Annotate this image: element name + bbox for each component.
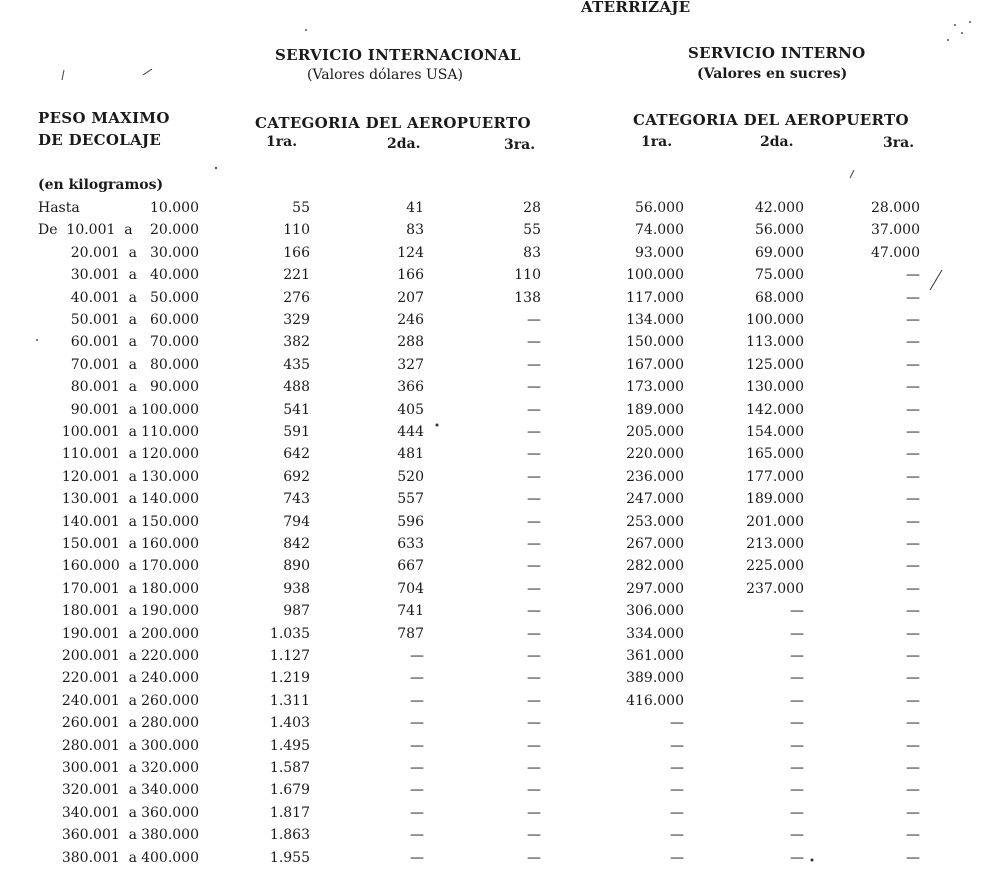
weight-to: 300.000 — [141, 737, 199, 754]
intl-cat3-value: — — [527, 670, 541, 687]
weight-to: 180.000 — [141, 580, 199, 597]
intl-cat3-value: — — [527, 804, 541, 821]
dom-cat1-value: — — [670, 827, 684, 844]
intl-cat1-value: 1.219 — [269, 670, 310, 687]
weight-from: 320.001 a — [61, 782, 137, 799]
intl-cat1-value: 794 — [283, 513, 310, 530]
dom-cat1-value: 334.000 — [626, 625, 684, 642]
dom-cat3-value: — — [906, 401, 920, 418]
dom-cat2-value: 130.000 — [746, 379, 804, 396]
weight-to: 140.000 — [141, 491, 199, 508]
intl-cat1-value: 382 — [283, 334, 310, 351]
dom-cat1-value: 93.000 — [635, 244, 684, 261]
intl-cat2-value: — — [410, 692, 424, 709]
intl-cat1-value: 1.955 — [269, 849, 310, 866]
dom-cat3-value: — — [906, 603, 920, 620]
weight-from: De 10.001 a — [38, 222, 133, 239]
intl-cat1-value: 435 — [283, 356, 310, 373]
intl-cat1-value: 890 — [283, 558, 310, 575]
intl-cat1-value: 1.863 — [269, 827, 310, 844]
dom-cat2-value: — — [790, 737, 804, 754]
intl-cat2-value: 41 — [406, 200, 424, 216]
intl-cat3-value: — — [527, 648, 541, 664]
intl-cat3-value: — — [527, 715, 541, 732]
weight-to: 60.000 — [150, 312, 199, 328]
dom-cat1-label: 1ra. — [641, 134, 673, 150]
intl-cat2-label: 2da. — [387, 136, 421, 152]
weight-to: 100.000 — [141, 401, 199, 418]
dom-cat1-value: 253.000 — [626, 513, 684, 530]
weight-from: 380.001 a — [61, 849, 137, 866]
dom-cat2-value: 165.000 — [746, 446, 804, 463]
international-heading: SERVICIO INTERNACIONAL — [275, 46, 521, 64]
dom-cat1-value: — — [670, 782, 684, 799]
dom-cat1-value: 173.000 — [626, 379, 684, 396]
weight-from: 20.001 a — [70, 244, 137, 261]
dom-cat1-value: 205.000 — [626, 424, 684, 440]
dom-cat2-value: 75.000 — [755, 267, 804, 284]
weight-to: 40.000 — [150, 267, 199, 284]
dom-cat1-value: 117.000 — [626, 289, 684, 306]
dom-cat3-value: — — [906, 760, 920, 776]
weight-to: 110.000 — [141, 424, 199, 440]
intl-cat3-value: 138 — [514, 289, 541, 306]
intl-cat3-value: — — [527, 692, 541, 709]
dom-cat2-value: 225.000 — [746, 558, 804, 575]
intl-cat2-value: — — [410, 715, 424, 732]
dom-cat2-value: 69.000 — [755, 244, 804, 261]
dom-cat3-value: — — [906, 849, 920, 866]
intl-cat2-value: — — [410, 760, 424, 776]
intl-cat1-value: 938 — [283, 580, 310, 597]
weight-from: 340.001 a — [61, 804, 137, 821]
weight-from: 90.001 a — [70, 401, 137, 418]
weight-from: 50.001 a — [70, 312, 137, 328]
intl-cat3-value: — — [527, 603, 541, 620]
dom-cat1-value: 189.000 — [626, 401, 684, 418]
dom-cat2-value: — — [790, 782, 804, 799]
intl-cat1-value: 591 — [283, 424, 310, 440]
dom-cat2-value: 68.000 — [755, 289, 804, 306]
intl-cat1-value: 1.311 — [269, 692, 310, 709]
dom-cat3-value: — — [906, 737, 920, 754]
intl-cat3-value: 28 — [523, 200, 541, 216]
intl-cat1-value: 221 — [283, 267, 310, 284]
intl-cat1-value: 842 — [283, 536, 310, 552]
intl-cat2-value: — — [410, 648, 424, 664]
intl-cat2-value: 557 — [397, 491, 424, 508]
intl-cat2-value: 787 — [397, 625, 424, 642]
dom-cat3-value: — — [906, 379, 920, 396]
weight-from: 70.001 a — [70, 356, 137, 373]
intl-cat3-value: — — [527, 827, 541, 844]
dom-cat2-value: 113.000 — [746, 334, 804, 351]
intl-cat1-value: 166 — [283, 244, 310, 261]
dom-cat2-value: 100.000 — [746, 312, 804, 328]
dom-cat2-value: 201.000 — [746, 513, 804, 530]
weight-to: 90.000 — [150, 379, 199, 396]
dom-cat2-label: 2da. — [760, 134, 794, 150]
weight-from: 300.001 a — [61, 760, 137, 776]
intl-cat3-value: 55 — [523, 222, 541, 239]
intl-cat2-value: 288 — [397, 334, 424, 351]
intl-cat2-value: — — [410, 737, 424, 754]
intl-cat2-value: 481 — [397, 446, 424, 463]
intl-cat2-value: 124 — [397, 244, 424, 261]
dom-cat2-value: 142.000 — [746, 401, 804, 418]
dom-cat2-value: — — [790, 648, 804, 664]
weight-to: 80.000 — [150, 356, 199, 373]
dom-cat3-value: 47.000 — [871, 244, 920, 261]
weight-to: 240.000 — [141, 670, 199, 687]
intl-cat2-value: 596 — [397, 513, 424, 530]
weight-to: 220.000 — [141, 648, 199, 664]
weight-unit-label: (en kilogramos) — [38, 177, 164, 193]
intl-cat2-value: 704 — [397, 580, 424, 597]
intl-cat1-value: 1.403 — [269, 715, 310, 732]
weight-from: 30.001 a — [70, 267, 137, 284]
weight-from: 130.001 a — [61, 491, 137, 508]
dom-cat3-value: — — [906, 356, 920, 373]
intl-cat3-value: — — [527, 424, 541, 440]
weight-from: 150.001 a — [61, 536, 137, 552]
weight-to: 170.000 — [141, 558, 199, 575]
intl-cat2-value: — — [410, 849, 424, 866]
intl-cat2-value: 166 — [397, 267, 424, 284]
dom-cat2-value: — — [790, 849, 804, 866]
dom-cat3-value: — — [906, 782, 920, 799]
intl-cat2-value: — — [410, 827, 424, 844]
weight-heading-line1: PESO MAXIMO — [38, 109, 170, 127]
dom-cat3-value: 37.000 — [871, 222, 920, 239]
weight-from: 100.001 a — [61, 424, 137, 440]
dom-cat2-value: 213.000 — [746, 536, 804, 552]
intl-cat3-value: — — [527, 446, 541, 463]
dom-cat3-value: — — [906, 491, 920, 508]
intl-cat2-value: 366 — [397, 379, 424, 396]
dom-cat3-value: — — [906, 446, 920, 463]
intl-cat1-value: 692 — [283, 468, 310, 485]
weight-from: 360.001 a — [61, 827, 137, 844]
dom-cat1-value: — — [670, 760, 684, 776]
weight-to: 280.000 — [141, 715, 199, 732]
intl-cat3-value: — — [527, 401, 541, 418]
intl-cat2-value: 207 — [397, 289, 424, 306]
intl-cat2-value: 741 — [397, 603, 424, 620]
weight-from: 120.001 a — [61, 468, 137, 485]
weight-from: 220.001 a — [61, 670, 137, 687]
intl-cat1-value: 1.495 — [269, 737, 310, 754]
weight-from: 80.001 a — [70, 379, 137, 396]
weight-from: 190.001 a — [61, 625, 137, 642]
weight-to: 70.000 — [150, 334, 199, 351]
weight-to: 200.000 — [141, 625, 199, 642]
dom-cat3-value: — — [906, 804, 920, 821]
dom-cat1-value: 247.000 — [626, 491, 684, 508]
dom-cat3-value: — — [906, 267, 920, 284]
weight-from: 200.001 a — [61, 648, 137, 664]
intl-cat3-value: — — [527, 849, 541, 866]
intl-cat3-value: — — [527, 782, 541, 799]
intl-cat1-value: 276 — [283, 289, 310, 306]
domestic-category-heading: CATEGORIA DEL AEROPUERTO — [633, 111, 909, 129]
weight-from: Hasta — [38, 200, 80, 216]
intl-cat1-value: 1.127 — [269, 648, 310, 664]
intl-cat1-value: 1.035 — [269, 625, 310, 642]
dom-cat2-value: 56.000 — [755, 222, 804, 239]
weight-to: 20.000 — [150, 222, 199, 239]
dom-cat2-value: — — [790, 715, 804, 732]
intl-cat3-value: — — [527, 580, 541, 597]
weight-from: 170.001 a — [61, 580, 137, 597]
weight-from: 140.001 a — [61, 513, 137, 530]
intl-cat1-value: 55 — [292, 200, 310, 216]
dom-cat1-value: — — [670, 804, 684, 821]
intl-cat1-value: 642 — [283, 446, 310, 463]
weight-from: 240.001 a — [61, 692, 137, 709]
dom-cat1-value: 74.000 — [635, 222, 684, 239]
intl-cat2-value: 405 — [397, 401, 424, 418]
intl-cat1-value: 1.587 — [269, 760, 310, 776]
weight-from: 280.001 a — [61, 737, 137, 754]
domestic-currency: (Valores en sucres) — [697, 66, 848, 82]
dom-cat1-value: 150.000 — [626, 334, 684, 351]
intl-cat3-label: 3ra. — [504, 137, 536, 153]
weight-to: 160.000 — [141, 536, 199, 552]
dom-cat1-value: 267.000 — [626, 536, 684, 552]
dom-cat1-value: — — [670, 849, 684, 866]
intl-cat1-value: 1.817 — [269, 804, 310, 821]
dom-cat1-value: 416.000 — [626, 692, 684, 709]
weight-to: 150.000 — [141, 513, 199, 530]
dom-cat2-value: 177.000 — [746, 468, 804, 485]
international-category-heading: CATEGORIA DEL AEROPUERTO — [255, 114, 531, 132]
domestic-heading: SERVICIO INTERNO — [688, 44, 866, 62]
intl-cat3-value: — — [527, 625, 541, 642]
dom-cat3-value: — — [906, 424, 920, 440]
dom-cat3-value: — — [906, 312, 920, 328]
dom-cat2-value: 189.000 — [746, 491, 804, 508]
dom-cat2-value: — — [790, 804, 804, 821]
intl-cat1-label: 1ra. — [266, 134, 298, 150]
intl-cat2-value: — — [410, 782, 424, 799]
dom-cat3-label: 3ra. — [883, 135, 915, 151]
dom-cat2-value: — — [790, 827, 804, 844]
dom-cat2-value: 154.000 — [746, 424, 804, 440]
dom-cat3-value: — — [906, 536, 920, 552]
dom-cat1-value: 361.000 — [626, 648, 684, 664]
intl-cat1-value: 488 — [283, 379, 310, 396]
weight-from: 260.001 a — [61, 715, 137, 732]
dom-cat1-value: — — [670, 715, 684, 732]
dom-cat1-value: 297.000 — [626, 580, 684, 597]
weight-to: 320.000 — [141, 760, 199, 776]
dom-cat1-value: 282.000 — [626, 558, 684, 575]
dom-cat2-value: — — [790, 603, 804, 620]
intl-cat3-value: — — [527, 558, 541, 575]
weight-from: 60.001 a — [70, 334, 137, 351]
dom-cat3-value: — — [906, 580, 920, 597]
intl-cat2-value: 327 — [397, 356, 424, 373]
weight-to: 120.000 — [141, 446, 199, 463]
weight-to: 260.000 — [141, 692, 199, 709]
dom-cat1-value: 167.000 — [626, 356, 684, 373]
weight-from: 180.001 a — [61, 603, 137, 620]
intl-cat3-value: — — [527, 760, 541, 776]
dom-cat2-value: — — [790, 760, 804, 776]
intl-cat3-value: — — [527, 356, 541, 373]
dom-cat3-value: — — [906, 715, 920, 732]
dom-cat1-value: 220.000 — [626, 446, 684, 463]
intl-cat3-value: — — [527, 312, 541, 328]
dom-cat3-value: — — [906, 692, 920, 709]
international-currency: (Valores dólares USA) — [307, 67, 463, 83]
weight-to: 30.000 — [150, 244, 199, 261]
dom-cat3-value: — — [906, 334, 920, 351]
intl-cat2-value: — — [410, 804, 424, 821]
intl-cat1-value: 1.679 — [269, 782, 310, 799]
dom-cat2-value: — — [790, 625, 804, 642]
intl-cat3-value: — — [527, 334, 541, 351]
page-title: ATERRIZAJE — [581, 0, 691, 16]
dom-cat1-value: 56.000 — [635, 200, 684, 216]
intl-cat2-value: 444 — [397, 424, 424, 440]
intl-cat1-value: 743 — [283, 491, 310, 508]
intl-cat1-value: 987 — [283, 603, 310, 620]
dom-cat1-value: 236.000 — [626, 468, 684, 485]
weight-to: 130.000 — [141, 468, 199, 485]
dom-cat3-value: — — [906, 289, 920, 306]
weight-from: 110.001 a — [61, 446, 137, 463]
intl-cat1-value: 329 — [283, 312, 310, 328]
dom-cat3-value: — — [906, 648, 920, 664]
intl-cat3-value: 83 — [523, 244, 541, 261]
intl-cat2-value: — — [410, 670, 424, 687]
weight-to: 400.000 — [141, 849, 199, 866]
intl-cat3-value: — — [527, 468, 541, 485]
intl-cat2-value: 83 — [406, 222, 424, 239]
intl-cat3-value: — — [527, 379, 541, 396]
dom-cat3-value: — — [906, 827, 920, 844]
weight-to: 360.000 — [141, 804, 199, 821]
dom-cat1-value: 100.000 — [626, 267, 684, 284]
dom-cat3-value: — — [906, 468, 920, 485]
weight-from: 160.000 a — [61, 558, 137, 575]
intl-cat2-value: 633 — [397, 536, 424, 552]
intl-cat2-value: 520 — [397, 468, 424, 485]
dom-cat2-value: — — [790, 692, 804, 709]
intl-cat3-value: — — [527, 513, 541, 530]
intl-cat2-value: 667 — [397, 558, 424, 575]
dom-cat3-value: 28.000 — [871, 200, 920, 216]
dom-cat3-value: — — [906, 670, 920, 687]
weight-to: 340.000 — [141, 782, 199, 799]
intl-cat3-value: — — [527, 536, 541, 552]
dom-cat2-value: 237.000 — [746, 580, 804, 597]
intl-cat3-value: — — [527, 737, 541, 754]
dom-cat1-value: — — [670, 737, 684, 754]
weight-to: 190.000 — [141, 603, 199, 620]
intl-cat3-value: 110 — [514, 267, 541, 284]
dom-cat3-value: — — [906, 558, 920, 575]
intl-cat2-value: 246 — [397, 312, 424, 328]
intl-cat1-value: 110 — [283, 222, 310, 239]
weight-to: 10.000 — [150, 200, 199, 216]
weight-heading-line2: DE DECOLAJE — [38, 131, 162, 149]
intl-cat1-value: 541 — [283, 401, 310, 418]
dom-cat2-value: — — [790, 670, 804, 687]
weight-to: 50.000 — [150, 289, 199, 306]
dom-cat3-value: — — [906, 513, 920, 530]
weight-from: 40.001 a — [70, 289, 137, 306]
intl-cat3-value: — — [527, 491, 541, 508]
dom-cat2-value: 125.000 — [746, 356, 804, 373]
weight-to: 380.000 — [141, 827, 199, 844]
dom-cat1-value: 389.000 — [626, 670, 684, 687]
dom-cat1-value: 306.000 — [626, 603, 684, 620]
dom-cat2-value: 42.000 — [755, 200, 804, 216]
dom-cat1-value: 134.000 — [626, 312, 684, 328]
dom-cat3-value: — — [906, 625, 920, 642]
